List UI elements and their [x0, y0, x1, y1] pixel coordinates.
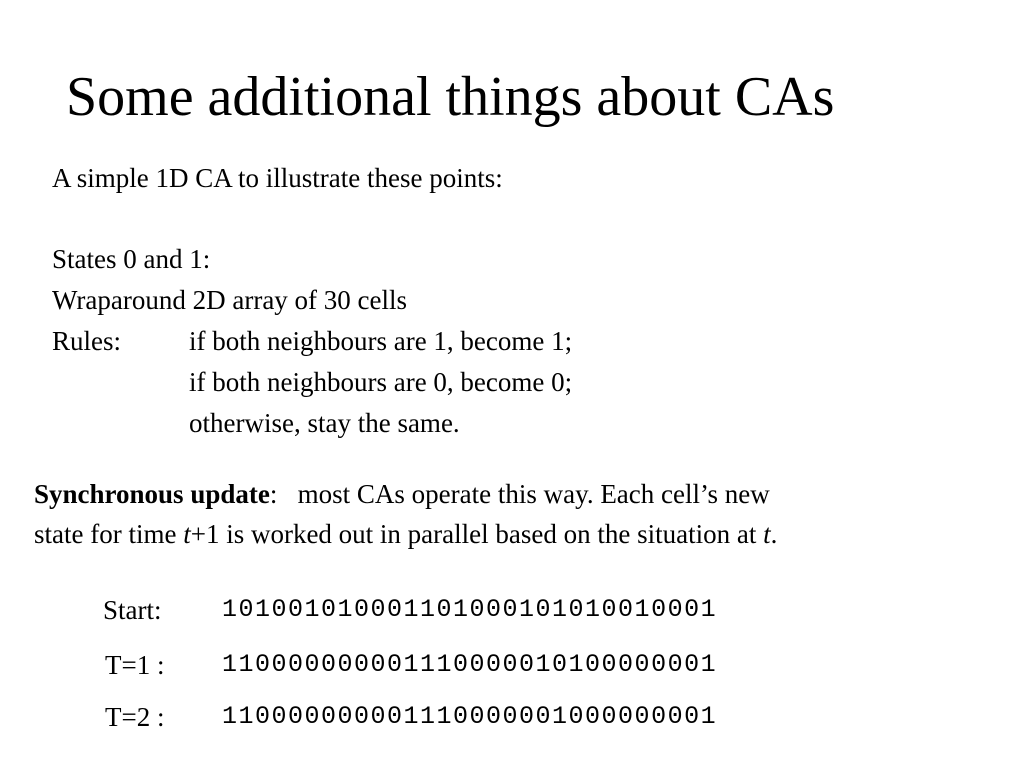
slide-title: Some additional things about CAs: [66, 66, 835, 128]
intro-text: A simple 1D CA to illustrate these points:: [52, 163, 503, 193]
rule-item: otherwise, stay the same.: [189, 408, 460, 438]
row-label-t2: T=2 :: [105, 702, 165, 732]
rule-item: if both neighbours are 0, become 0;: [189, 367, 573, 397]
sync-colon: :: [269, 479, 278, 509]
sync-term: Synchronous update: [34, 479, 270, 509]
row-label-start: Start:: [103, 595, 162, 625]
row-sequence-t1: 110000000001110000010100000001: [222, 650, 718, 679]
sync-line-1-text: most CAs operate this way. Each cell’s new: [277, 479, 770, 509]
array-text: Wraparound 2D array of 30 cells: [52, 285, 408, 315]
sync-line-1: [34, 474, 777, 514]
row-sequence-start: 101001010001101000101010010001: [222, 595, 718, 624]
sync-line-2: [34, 514, 777, 554]
sync-t-variable: t: [183, 519, 191, 549]
synchronous-update-paragraph: [34, 474, 777, 554]
sync-period: .: [770, 519, 778, 549]
sync-line-2-middle: +1 is worked out in parallel based on the situation at: [190, 519, 764, 549]
states-text: States 0 and 1:: [52, 244, 211, 274]
row-label-t1: T=1 :: [105, 650, 165, 680]
row-sequence-t2: 110000000001110000001000000001: [222, 702, 718, 731]
sync-t-variable-end: t: [763, 519, 771, 549]
rule-item: if both neighbours are 1, become 1;: [189, 326, 573, 356]
sync-line-2-text: state for time: [34, 519, 184, 549]
rules-label: Rules:: [52, 326, 122, 356]
